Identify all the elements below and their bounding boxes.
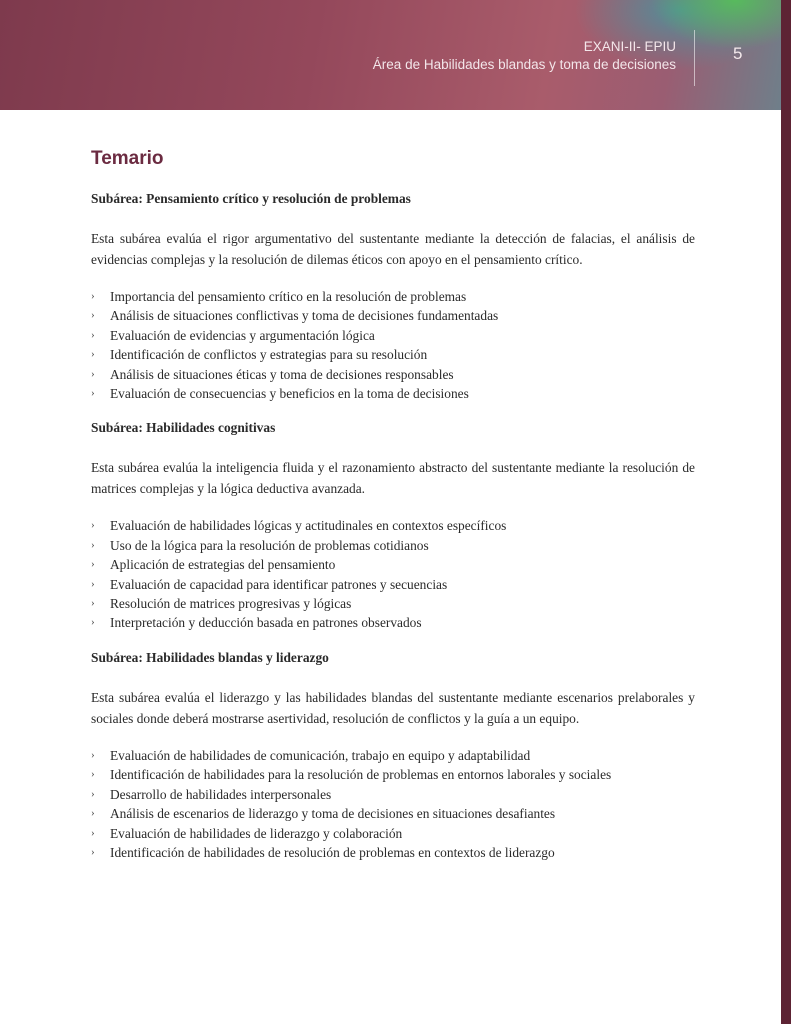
topic-item xyxy=(91,785,695,804)
header-divider xyxy=(694,30,695,86)
main-content xyxy=(91,148,695,878)
section-title: Temario xyxy=(91,148,164,169)
topic-item xyxy=(91,824,695,843)
chevron-right-icon: › xyxy=(91,309,95,322)
subarea-list xyxy=(91,190,695,862)
page-header xyxy=(0,0,781,110)
topic-item-label: Evaluación de consecuencias y beneficios en la toma de decisiones xyxy=(110,386,469,402)
chevron-right-icon: › xyxy=(91,597,95,610)
topic-item xyxy=(91,804,695,823)
chevron-right-icon: › xyxy=(91,748,95,761)
topic-item-label: Análisis de situaciones éticas y toma de decisiones responsables xyxy=(110,366,454,382)
topic-list xyxy=(91,746,695,862)
chevron-right-icon: › xyxy=(91,807,95,820)
topic-item-label: Identificación de habilidades para la resolución de problemas en entornos laborales y sociales xyxy=(110,767,612,783)
subarea-section xyxy=(91,649,695,862)
page-number: 5 xyxy=(733,44,743,63)
topic-item xyxy=(91,287,695,306)
topic-item-label: Análisis de escenarios de liderazgo y toma de decisiones en situaciones desafiantes xyxy=(110,806,556,822)
header-title xyxy=(373,38,676,74)
topic-item xyxy=(91,365,695,384)
chevron-right-icon: › xyxy=(91,558,95,571)
topic-item-label: Evaluación de habilidades de liderazgo y colaboración xyxy=(110,825,403,841)
topic-item xyxy=(91,536,695,555)
topic-item xyxy=(91,843,695,862)
subarea-description: Esta subárea evalúa el rigor argumentativo del sustentante mediante la detección de falacias, el análisis de evidencias complejas y la resolución de dilemas éticos con apoyo en el pensamiento crítico. xyxy=(91,231,695,267)
chevron-right-icon: › xyxy=(91,348,95,361)
subarea-section xyxy=(91,190,695,403)
topic-item xyxy=(91,384,695,403)
topic-item xyxy=(91,594,695,613)
subarea-description: Esta subárea evalúa la inteligencia fluida y el razonamiento abstracto del sustentante mediante la resolución de matrices complejas y la lógica deductiva avanzada. xyxy=(91,460,695,497)
topic-item-label: Evaluación de habilidades de comunicación, trabajo en equipo y adaptabilidad xyxy=(110,747,531,763)
chevron-right-icon: › xyxy=(91,577,95,590)
subarea-section xyxy=(91,419,695,632)
topic-item-label: Resolución de matrices progresivas y lógicas xyxy=(110,596,352,612)
topic-item xyxy=(91,746,695,765)
topic-item-label: Aplicación de estrategias del pensamiento xyxy=(110,557,336,573)
chevron-right-icon: › xyxy=(91,616,95,629)
topic-item-label: Interpretación y deducción basada en patrones observados xyxy=(110,615,422,631)
subarea-description: Esta subárea evalúa el liderazgo y las habilidades blandas del sustentante mediante escenarios prelaborales y sociales donde deberá mostrarse asertividad, resolución de conflictos y la guía a un equipo. xyxy=(91,689,695,726)
topic-item xyxy=(91,575,695,594)
topic-item-label: Evaluación de capacidad para identificar patrones y secuencias xyxy=(110,576,448,592)
topic-item xyxy=(91,345,695,364)
exam-name: EXANI-II- EPIU xyxy=(583,39,676,54)
topic-item xyxy=(91,555,695,574)
topic-item-label: Análisis de situaciones conflictivas y toma de decisiones fundamentadas xyxy=(110,308,499,324)
chevron-right-icon: › xyxy=(91,328,95,341)
topic-item-label: Desarrollo de habilidades interpersonales xyxy=(110,786,332,802)
chevron-right-icon: › xyxy=(91,845,95,858)
topic-item xyxy=(91,326,695,345)
chevron-right-icon: › xyxy=(91,538,95,551)
subarea-heading: Subárea: Habilidades blandas y liderazgo xyxy=(91,649,329,665)
topic-item xyxy=(91,765,695,784)
side-bar xyxy=(781,0,791,1024)
chevron-right-icon: › xyxy=(91,367,95,380)
topic-item-label: Evaluación de habilidades lógicas y actitudinales en contextos específicos xyxy=(110,518,507,534)
chevron-right-icon: › xyxy=(91,768,95,781)
chevron-right-icon: › xyxy=(91,826,95,839)
topic-item-label: Identificación de habilidades de resolución de problemas en contextos de liderazgo xyxy=(110,844,555,860)
topic-item-label: Identificación de conflictos y estrategias para su resolución xyxy=(110,347,428,363)
topic-item xyxy=(91,516,695,535)
chevron-right-icon: › xyxy=(91,787,95,800)
subarea-heading: Subárea: Pensamiento crítico y resolución de problemas xyxy=(91,191,411,206)
topic-item xyxy=(91,306,695,325)
chevron-right-icon: › xyxy=(91,290,95,302)
chevron-right-icon: › xyxy=(91,519,95,532)
topic-item-label: Uso de la lógica para la resolución de problemas cotidianos xyxy=(110,537,429,553)
topic-item-label: Evaluación de evidencias y argumentación lógica xyxy=(110,327,375,343)
topic-item-label: Importancia del pensamiento crítico en la resolución de problemas xyxy=(110,289,467,304)
subarea-heading: Subárea: Habilidades cognitivas xyxy=(91,420,276,436)
area-name: Área de Habilidades blandas y toma de decisiones xyxy=(372,57,676,72)
topic-list xyxy=(91,516,695,632)
chevron-right-icon: › xyxy=(91,387,95,400)
topic-list xyxy=(91,287,695,403)
topic-item xyxy=(91,613,695,632)
